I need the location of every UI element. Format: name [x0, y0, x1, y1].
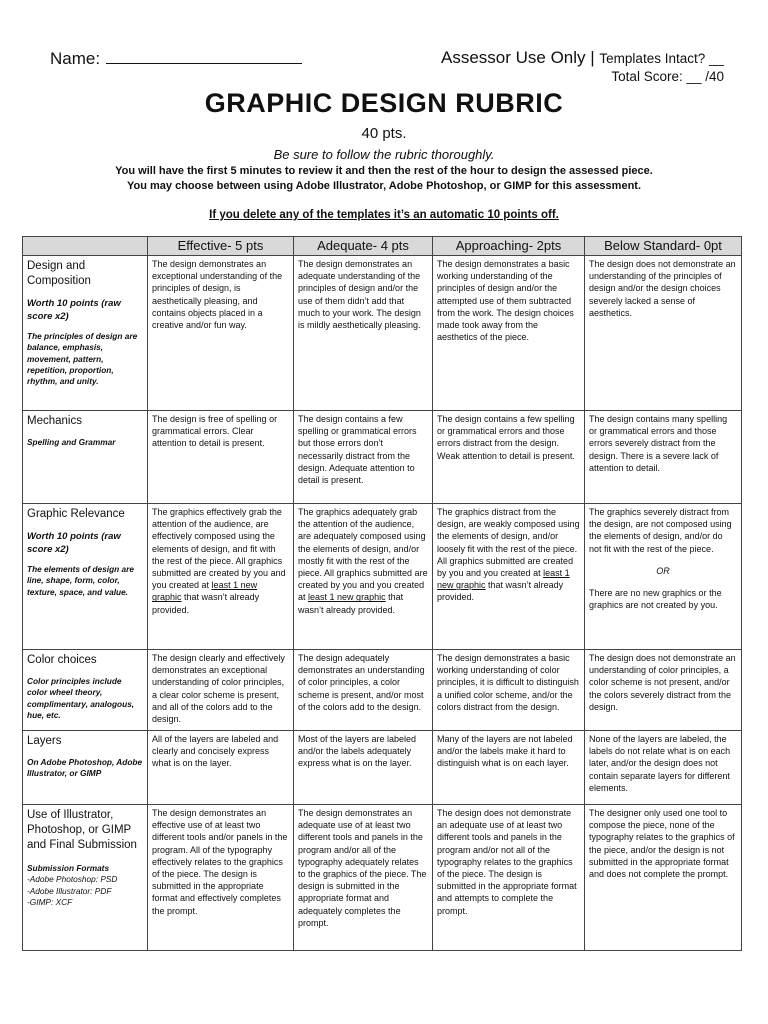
rubric-cell: The design adequately demonstrates an understanding of color principles, a color scheme is present, and/or most of the colors add to the design. — [294, 650, 433, 731]
rubric-cell — [148, 504, 294, 650]
or-divider: OR — [656, 565, 670, 576]
cell-text: that wasn’t already provided. — [437, 580, 564, 603]
rubric-cell: The design contains a few spelling or grammatical errors and those errors distract from the design. Weak attention to detail is present. — [433, 411, 585, 504]
column-header: Approaching- 2pts — [433, 237, 585, 256]
cell-text: There are no new graphics or the graphics are not created by you. — [589, 588, 722, 611]
category-note: Color principles include color wheel theory, complimentary, analogous, hue, etc. — [27, 676, 135, 720]
corner-cell — [23, 237, 148, 256]
rubric-cell: The design demonstrates a basic working understanding of color principles, it is difficult to distinguish a unified color scheme, and/or the colors distract from the design. — [433, 650, 585, 731]
submission-format: -Adobe Photoshop: PSD — [27, 874, 118, 885]
rubric-cell — [433, 504, 585, 650]
rubric-table — [22, 236, 742, 951]
column-header: Effective- 5 pts — [148, 237, 294, 256]
cell-text: The graphics adequately grab the attention of the audience, are adequately composed using the elements of design, and/or mostly fit with the rest of the piece. All graphics submitted are created by you and you created at — [298, 507, 428, 603]
header-row — [23, 237, 742, 256]
category-cell — [23, 256, 148, 411]
name-label: Name: — [50, 49, 101, 68]
category-title: Use of Illustrator, Photoshop, or GIMP and Final Submission — [27, 809, 137, 851]
name-field[interactable] — [50, 48, 302, 69]
instruction-line: You may choose between using Adobe Illustrator, Adobe Photoshop, or GIMP for this assessment. — [126, 180, 642, 192]
rubric-cell: All of the layers are labeled and clearly and concisely express what is on the layer. — [148, 731, 294, 805]
table-row — [23, 504, 742, 650]
assessor-label: Assessor Use Only | — [441, 48, 595, 67]
table-row — [23, 411, 742, 504]
category-note: Spelling and Grammar — [27, 437, 116, 447]
name-blank-line[interactable] — [106, 48, 302, 64]
category-cell — [23, 731, 148, 805]
assessor-box — [441, 48, 724, 84]
rubric-cell: The design does not demonstrate an understanding of the principles of design and/or the design choices severely lacked a sense of aesthetics. — [585, 256, 742, 411]
rubric-cell: Many of the layers are not labeled and/or the labels make it hard to distinguish what is on each layer. — [433, 731, 585, 805]
rubric-cell: None of the layers are labeled, the labels do not relate what is on each later, and/or the design does not contain separate layers for different elements. — [585, 731, 742, 805]
rubric-cell: The design is free of spelling or grammatical errors. Clear attention to detail is present. — [148, 411, 294, 504]
underlined-text: least 1 new graphic — [437, 568, 570, 591]
total-points: 40 pts. — [361, 125, 407, 142]
rubric-cell: The design clearly and effectively demonstrates an exceptional understanding of color principles, a clear color scheme is present, and all of the colors add to the design. — [148, 650, 294, 731]
cell-text: that wasn’t already provided. — [152, 592, 260, 615]
rubric-cell: The design does not demonstrate an adequate use of at least two different tools and panels in the program and/or not all of the typography relates to the graphics of the piece. The design is submitted in the appropriate format and attempts to complete the prompt. — [433, 805, 585, 951]
category-title: Design and Composition — [27, 260, 91, 287]
category-worth: Worth 10 points (raw score x2) — [27, 298, 121, 322]
table-row — [23, 805, 742, 951]
category-note: The elements of design are line, shape, form, color, texture, space, and value. — [27, 564, 134, 597]
category-note: The principles of design are balance, emphasis, movement, pattern, repetition, proportion, rhythm, and unity. — [27, 331, 138, 387]
underlined-text: least 1 new graphic — [152, 580, 258, 603]
table-row — [23, 731, 742, 805]
category-title: Graphic Relevance — [27, 508, 125, 520]
category-title: Mechanics — [27, 415, 82, 427]
table-row — [23, 256, 742, 411]
table-row — [23, 650, 742, 731]
page-title: GRAPHIC DESIGN RUBRIC — [204, 88, 564, 118]
rubric-cell: The design demonstrates a basic working understanding of the principles of design and/or the attempted use of them subtracted from the work. The design choices made took away from the aesthetics of the piece. — [433, 256, 585, 411]
category-note: On Adobe Photoshop, Adobe Illustrator, or GIMP — [27, 757, 143, 779]
rubric-cell: The design demonstrates an adequate understanding of the principles of design and/or the use of them didn’t add that much to your work. The design is mildly aesthetically pleasing. — [294, 256, 433, 411]
underlined-text: least 1 new graphic — [308, 592, 386, 603]
rubric-cell — [585, 504, 742, 650]
instruction-line: You will have the first 5 minutes to review it and then the rest of the hour to design the assessed piece. — [115, 165, 653, 177]
column-header: Adequate- 4 pts — [294, 237, 433, 256]
total-score: Total Score: __ /40 — [611, 69, 724, 84]
cell-text: The graphics severely distract from the design, are not composed using the elements of design, and/or do not fit with the rest of the piece. — [589, 507, 732, 554]
rubric-cell: The design does not demonstrate an understanding of color principles, a color scheme is not present, and/or the colors severely distract from the design. — [585, 650, 742, 731]
rubric-cell: The design demonstrates an effective use of at least two different tools and/or panels in the program. All of the typography effectively relates to the graphics of the piece. The design is submitted in the appropriate format and effectively completes the prompt. — [148, 805, 294, 951]
cell-text: that wasn’t already provided. — [298, 592, 404, 615]
rubric-cell — [294, 504, 433, 650]
rubric-cell: The designer only used one tool to compose the piece, none of the typography relates to the graphics of the piece, and/or the design is not submitted in the appropriate format and does not complete the prompt. — [585, 805, 742, 951]
category-cell — [23, 504, 148, 650]
templates-intact: Templates Intact? __ — [599, 51, 724, 66]
submission-formats-title: Submission Formats — [27, 863, 110, 873]
rubric-cell: The design contains many spelling or grammatical errors and those errors severely distract from the design. There is a severe lack of attention to detail. — [585, 411, 742, 504]
warning-note: If you delete any of the templates it’s an automatic 10 points off. — [209, 209, 559, 221]
category-worth: Worth 10 points (raw score x2) — [27, 531, 121, 555]
submission-format: -Adobe Illustrator: PDF — [27, 885, 112, 896]
column-header: Below Standard- 0pt — [585, 237, 742, 256]
instructions — [0, 164, 768, 194]
category-cell — [23, 650, 148, 731]
category-cell — [23, 805, 148, 951]
rubric-cell: Most of the layers are labeled and/or the labels adequately express what is on the layer. — [294, 731, 433, 805]
rubric-cell: The design contains a few spelling or grammatical errors but those errors don’t necessarily distract from the design. Adequate attention to detail is present. — [294, 411, 433, 504]
category-cell — [23, 411, 148, 504]
cell-text: The graphics effectively grab the attention of the audience, are effectively composed using the elements of design, and fit with the rest of the piece. All graphics submitted are created by you and you created at — [152, 507, 286, 591]
cell-text: The graphics distract from the design, are weakly composed using the elements of design, and/or loosely fit with the rest of the piece. All graphics submitted are created by you and you created at — [437, 507, 580, 579]
follow-note: Be sure to follow the rubric thoroughly. — [273, 147, 495, 162]
rubric-cell: The design demonstrates an adequate use of at least two different tools and panels in the program and/or all of the typography adequately relates to the graphics of the piece. The design is submitted in the appropriate format and adequately completes the prompt. — [294, 805, 433, 951]
category-title: Layers — [27, 735, 62, 747]
category-title: Color choices — [27, 654, 97, 666]
submission-format: -GIMP: XCF — [27, 896, 73, 907]
rubric-cell: The design demonstrates an exceptional understanding of the principles of design, is aesthetically pleasing, and contains objects placed in a creative and/or fun way. — [148, 256, 294, 411]
